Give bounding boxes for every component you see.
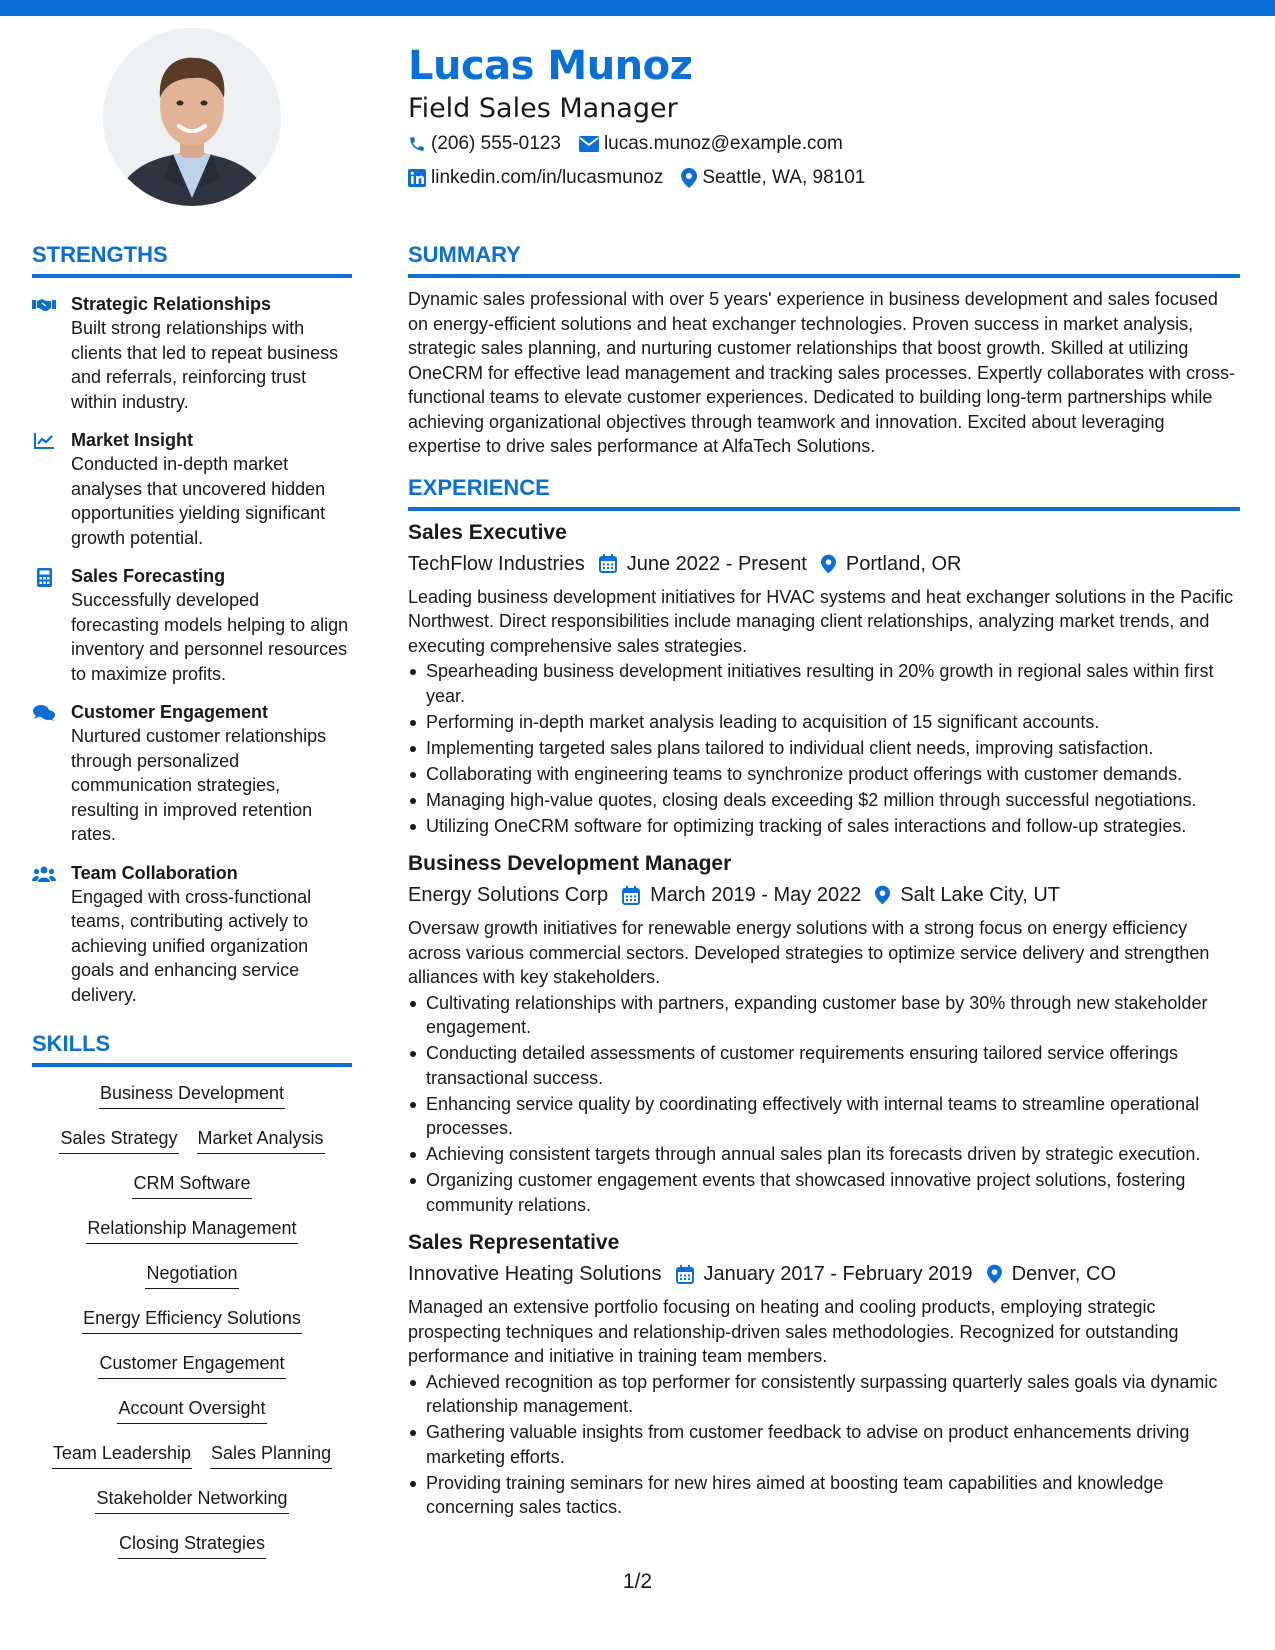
strength-desc: Built strong relationships with clients that led to repeat business and referrals, reinforcing trust within industry. — [71, 318, 339, 412]
calendar-icon — [622, 886, 640, 905]
skill-row — [32, 1261, 352, 1306]
job-dates-wrap — [622, 880, 861, 910]
email-text: lucas.munoz@example.com — [603, 133, 843, 154]
bullet-item: Organizing customer engagement events that showcased innovative project solutions, fostering community relations. — [408, 1168, 1240, 1217]
job-location: Portland, OR — [845, 552, 962, 575]
section-divider — [32, 274, 352, 278]
strength-item — [32, 564, 352, 686]
users-icon — [32, 863, 56, 885]
strength-item — [32, 292, 352, 414]
bullet-item: Enhancing service quality by coordinating effectively with internal teams to streamline operational processes. — [408, 1092, 1240, 1141]
job-description: Managed an extensive portfolio focusing on heating and cooling products, employing strategic prospecting techniques and relationship-driven sales methodologies. Recognized for outstanding performance and initiative in training team members. — [408, 1297, 1179, 1366]
job-title: Sales Executive — [408, 520, 567, 544]
map-pin-icon — [821, 554, 836, 574]
resume-header — [408, 40, 1238, 194]
bullet-item: Conducting detailed assessments of customer requirements ensuring tailored service offerings transactional success. — [408, 1041, 1240, 1090]
job-meta — [408, 1259, 1240, 1289]
bullet-item: Achieving consistent targets through annual sales plan its forecasts driven by strategic execution. — [408, 1142, 1240, 1167]
skill-tag: Business Development — [99, 1081, 285, 1109]
calculator-icon — [32, 566, 56, 588]
skill-tag: Sales Planning — [210, 1441, 332, 1469]
contact-location — [681, 167, 865, 189]
job-description: Leading business development initiatives for HVAC systems and heat exchanger solutions in the Pacific Northwest. Direct responsibilities include managing client relationships, analyzing market trends, and executing comprehensive sales strategies. — [408, 586, 1234, 656]
comments-icon — [32, 702, 56, 724]
calendar-icon — [599, 554, 617, 573]
bullet-item: Performing in-depth market analysis leading to acquisition of 15 significant accounts. — [408, 710, 1240, 735]
job-company: TechFlow Industries — [408, 552, 585, 575]
job-company: Energy Solutions Corp — [408, 884, 609, 906]
job-title: Business Development Manager — [408, 852, 732, 875]
job-dates-wrap — [676, 1259, 973, 1289]
chart-line-icon — [32, 430, 56, 452]
skill-row — [32, 1441, 352, 1486]
skills-list — [32, 1081, 352, 1576]
skill-tag: Relationship Management — [86, 1216, 297, 1244]
map-pin-icon — [875, 885, 890, 905]
skill-row — [32, 1216, 352, 1261]
page-number: 1/2 — [622, 1570, 653, 1593]
linkedin-icon — [408, 169, 426, 187]
job-entry — [408, 1229, 1240, 1520]
skill-row — [32, 1351, 352, 1396]
section-divider — [408, 507, 1240, 511]
bullet-item: Utilizing OneCRM software for optimizing tracking of sales interactions and follow-up strategies. — [408, 814, 1240, 839]
candidate-name: Lucas Munoz — [408, 43, 693, 89]
map-pin-icon — [681, 168, 697, 188]
job-meta — [408, 549, 1240, 579]
job-dates: January 2017 - February 2019 — [703, 1263, 973, 1285]
skill-row — [32, 1081, 352, 1126]
contact-email[interactable] — [579, 133, 843, 155]
job-bullets — [408, 659, 1240, 838]
contact-linkedin[interactable] — [408, 167, 663, 189]
contact-row-1 — [408, 128, 1238, 160]
phone-icon — [408, 135, 426, 153]
top-accent-bar — [0, 0, 1275, 16]
job-location-wrap — [875, 880, 1060, 910]
left-column — [32, 240, 352, 1576]
summary-heading: SUMMARY — [408, 242, 521, 267]
skill-tag: Negotiation — [145, 1261, 238, 1289]
location-text: Seattle, WA, 98101 — [702, 167, 866, 188]
job-location: Denver, CO — [1011, 1263, 1117, 1285]
phone-text: (206) 555-0123 — [431, 133, 561, 154]
skills-heading: SKILLS — [32, 1031, 111, 1056]
skill-tag: Market Analysis — [197, 1126, 325, 1154]
skill-tag: Closing Strategies — [118, 1531, 266, 1559]
job-meta — [408, 880, 1240, 910]
calendar-icon — [676, 1265, 694, 1284]
skill-row — [32, 1486, 352, 1531]
strength-desc: Successfully developed forecasting models helping to align inventory and personnel resources to maximize profits. — [71, 590, 349, 684]
bullet-item: Providing training seminars for new hires aimed at boosting team capabilities and knowledge concerning sales tactics. — [408, 1471, 1240, 1520]
contact-phone[interactable] — [408, 133, 561, 155]
bullet-item: Cultivating relationships with partners, expanding customer base by 30% through new stakeholder engagement. — [408, 991, 1240, 1040]
job-dates-wrap — [599, 549, 807, 579]
summary-text: Dynamic sales professional with over 5 years' experience in business development and sales focused on energy-efficient solutions and heat exchanger technologies. Proven success in market analysis, strategic sales planning, and nurturing customer relationships that boost growth. Skilled at utilizing OneCRM for effective lead management and tracking sales processes. Expertly collaborates with cross-functional teams to elevate customer experiences. Dedicated to building long-term partnerships while achieving organizational objectives through teamwork and innovation. Excited about leveraging expertise to drive sales performance at AlfaTech Solutions. — [408, 289, 1236, 456]
job-entry — [408, 850, 1240, 1217]
section-divider — [32, 1063, 352, 1067]
job-dates: June 2022 - Present — [626, 552, 807, 575]
bullet-item: Managing high-value quotes, closing deals exceeding $2 million through successful negotiations. — [408, 788, 1240, 813]
strength-item — [32, 428, 352, 550]
strengths-heading: STRENGTHS — [32, 242, 168, 267]
bullet-item: Spearheading business development initiatives resulting in 20% growth in regional sales within first year. — [408, 659, 1240, 708]
job-dates: March 2019 - May 2022 — [650, 884, 862, 906]
strength-item — [32, 700, 352, 847]
profile-photo — [103, 28, 281, 206]
job-location-wrap — [987, 1259, 1116, 1289]
skill-tag: Sales Strategy — [59, 1126, 178, 1154]
job-description: Oversaw growth initiatives for renewable energy solutions with a strong focus on energy efficiency across various commercial sectors. Developed strategies to optimize service delivery and strengthen alliances with key stakeholders. — [408, 918, 1210, 987]
skill-row — [32, 1126, 352, 1171]
strength-title: Sales Forecasting — [71, 566, 226, 586]
experience-heading: EXPERIENCE — [408, 474, 550, 500]
job-company: Innovative Heating Solutions — [408, 1263, 662, 1285]
skill-tag: Energy Efficiency Solutions — [82, 1306, 302, 1334]
section-divider — [408, 274, 1240, 278]
job-location: Salt Lake City, UT — [900, 884, 1061, 906]
job-bullets — [408, 991, 1240, 1218]
bullet-item: Gathering valuable insights from customer feedback to advise on product enhancements driving marketing efforts. — [408, 1420, 1240, 1469]
linkedin-text: linkedin.com/in/lucasmunoz — [431, 167, 664, 188]
contact-row-2 — [408, 162, 1238, 194]
strength-title: Market Insight — [71, 430, 194, 450]
map-pin-icon — [987, 1264, 1002, 1284]
job-location-wrap — [821, 549, 962, 579]
bullet-item: Achieved recognition as top performer for consistently surpassing quarterly sales goals via dynamic relationship management. — [408, 1370, 1240, 1419]
skill-tag: Account Oversight — [117, 1396, 266, 1424]
candidate-role: Field Sales Manager — [408, 93, 678, 124]
strength-desc: Engaged with cross-functional teams, contributing actively to achieving unified organization goals and enhancing service delivery. — [71, 886, 312, 1005]
strength-item — [32, 861, 352, 1008]
envelope-icon — [579, 136, 599, 152]
bullet-item: Implementing targeted sales plans tailored to individual client needs, improving satisfaction. — [408, 736, 1240, 761]
strength-title: Team Collaboration — [71, 862, 238, 883]
skill-tag: CRM Software — [132, 1171, 251, 1199]
strength-title: Strategic Relationships — [71, 294, 272, 314]
skill-row — [32, 1396, 352, 1441]
skill-tag: Customer Engagement — [98, 1351, 285, 1379]
strength-desc: Nurtured customer relationships through personalized communication strategies, resulting in improved retention rates. — [71, 726, 327, 844]
skill-tag: Stakeholder Networking — [95, 1486, 288, 1514]
job-entry — [408, 519, 1240, 839]
skill-tag: Team Leadership — [52, 1441, 192, 1469]
skill-row — [32, 1306, 352, 1351]
handshake-icon — [32, 294, 56, 316]
bullet-item: Collaborating with engineering teams to synchronize product offerings with customer demands. — [408, 762, 1240, 787]
job-title: Sales Representative — [408, 1231, 620, 1254]
job-bullets — [408, 1370, 1240, 1520]
right-column — [408, 240, 1240, 1521]
strength-title: Customer Engagement — [71, 702, 269, 722]
strength-desc: Conducted in-depth market analyses that uncovered hidden opportunities yielding significant growth potential. — [71, 454, 326, 548]
skill-row — [32, 1171, 352, 1216]
